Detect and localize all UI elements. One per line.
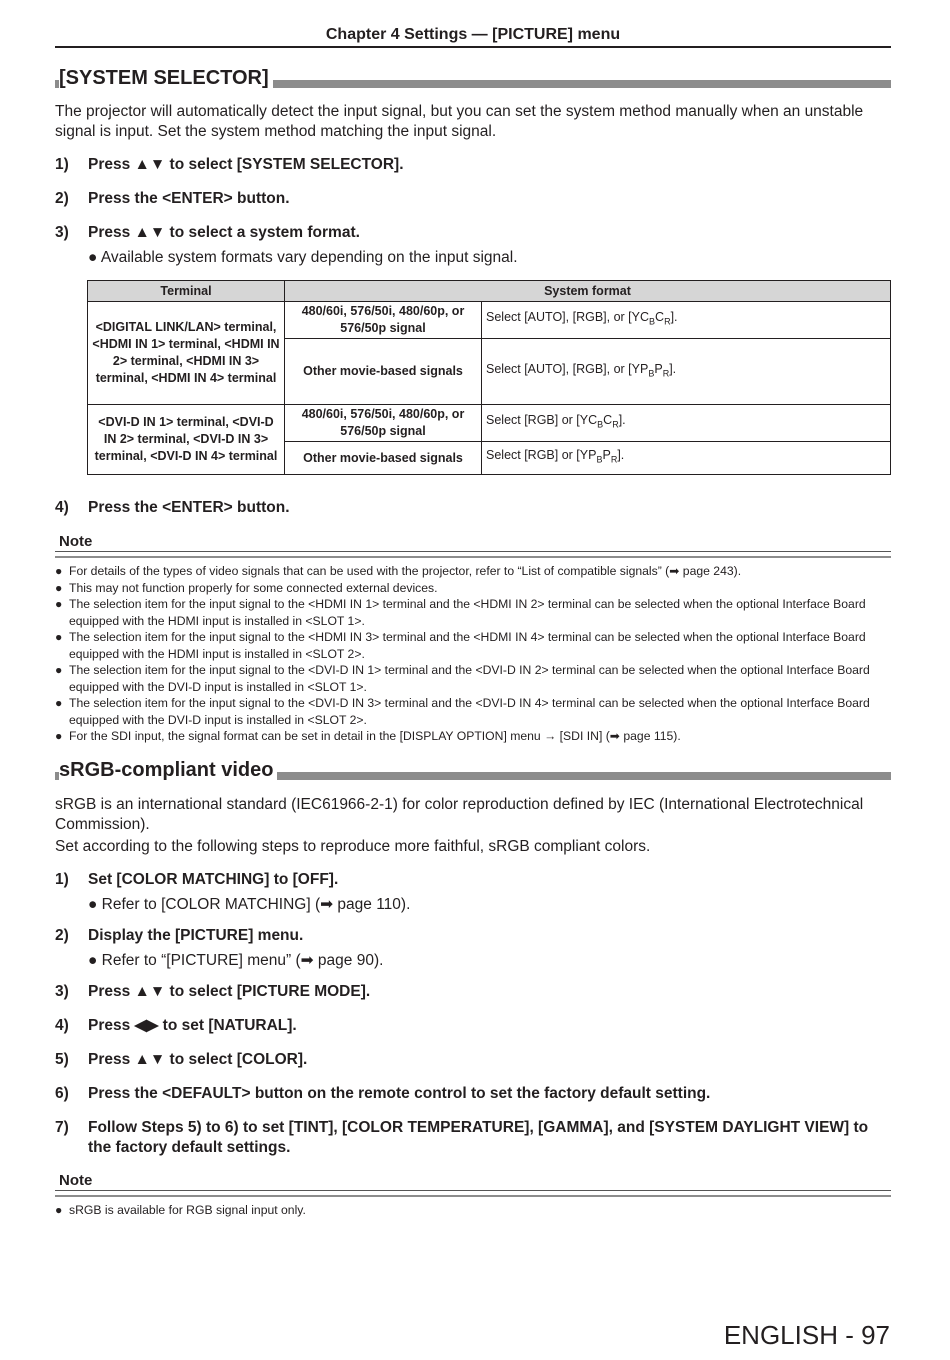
srgb-note-list [55, 1202, 891, 1219]
note-item [55, 695, 891, 728]
note-text: This may not function properly for some connected external devices. [69, 580, 438, 595]
bullet-icon: ● [55, 663, 63, 677]
table-header-row [88, 281, 891, 302]
table-row [88, 302, 891, 339]
srgb-step-1-sub: ● Refer to [COLOR MATCHING] (➡ page 110). [88, 896, 411, 913]
step-3-sub: ● Available system formats vary depending on the input signal. [88, 249, 518, 266]
bullet-icon: ● [55, 597, 63, 611]
note-item [55, 563, 891, 580]
note-item [55, 629, 891, 662]
bullet-icon: ● [55, 564, 63, 578]
note-text: The selection item for the input signal to the <DVI-D IN 1> terminal and the <DVI-D IN 2> terminal can be selected when the optional Interface Board equipped with the DVI-D input is installed in <SLOT 1>. [69, 663, 870, 694]
section-title-srgb: sRGB-compliant video [55, 752, 891, 782]
note-text: For details of the types of video signals that can be used with the projector, refer to “List of compatible signals” (➡ page 243). [69, 564, 742, 578]
note-list [55, 563, 891, 745]
table-cell-signal: Other movie-based signals [285, 442, 482, 475]
note-item [55, 580, 891, 597]
table-cell-signal: Other movie-based signals [285, 339, 482, 405]
table-cell-format: Select [AUTO], [RGB], or $[YC_BC_R]$. [482, 302, 891, 339]
note-text: For the SDI input, the signal format can be set in detail in the [DISPLAY OPTION] menu → [SDI IN] (➡ page 115). [69, 729, 681, 743]
note-item [55, 596, 891, 629]
system-format-table [87, 280, 891, 475]
note-text: The selection item for the input signal to the <HDMI IN 3> terminal and the <HDMI IN 4> terminal can be selected when the optional Interface Board equipped with the HDMI input is installed in <SLOT 2>. [69, 630, 866, 661]
table-cell-format: Select [RGB] or $[YC_BC_R]$. [482, 405, 891, 442]
page-number: ENGLISH - 97 [723, 1320, 890, 1350]
note-item [55, 728, 891, 745]
note-heading: Note [59, 533, 93, 550]
chapter-header: Chapter 4 Settings — [PICTURE] menu [325, 26, 621, 43]
bullet-icon: ● [55, 696, 63, 710]
table-cell-terminal-group1: <DIGITAL LINK/LAN> terminal, <HDMI IN 1> terminal, <HDMI IN 2> terminal, <HDMI IN 3> terminal, <HDMI IN 4> terminal [88, 302, 285, 405]
note-text: sRGB is available for RGB signal input only. [69, 1203, 306, 1217]
note-item [55, 1202, 891, 1219]
table-cell-signal: 480/60i, 576/50i, 480/60p, or 576/50p signal [285, 405, 482, 442]
srgb-step-2-sub: ● Refer to “[PICTURE] menu” (➡ page 90). [88, 952, 384, 969]
header-rule [55, 46, 891, 48]
srgb-intro-1: sRGB is an international standard (IEC61966-2-1) for color reproduction defined by IEC (International Electrotechnical Commission). [55, 796, 864, 833]
bullet-icon: ● [55, 729, 63, 743]
bullet-icon: ● [55, 630, 63, 644]
note-item [55, 662, 891, 695]
bullet-icon: ● [55, 580, 63, 595]
table-cell-signal: 480/60i, 576/50i, 480/60p, or 576/50p signal [285, 302, 482, 339]
srgb-intro-2: Set according to the following steps to reproduce more faithful, sRGB compliant colors. [55, 838, 651, 855]
table-row [88, 405, 891, 442]
table-cell-format: Select [RGB] or $[YP_BP_R]$. [482, 442, 891, 475]
note-text: The selection item for the input signal to the <DVI-D IN 3> terminal and the <DVI-D IN 4> terminal can be selected when the optional Interface Board equipped with the DVI-D input is installed in <SLOT 2>. [69, 696, 870, 727]
table-head-terminal: Terminal [88, 281, 285, 302]
table-cell-terminal-group2: <DVI-D IN 1> terminal, <DVI-D IN 2> terminal, <DVI-D IN 3> terminal, <DVI-D IN 4> terminal [88, 405, 285, 475]
srgb-note-rule [55, 1190, 891, 1197]
section-title-system-selector: [SYSTEM SELECTOR] [55, 60, 891, 90]
bullet-icon: ● [55, 1203, 63, 1217]
note-text: The selection item for the input signal to the <HDMI IN 1> terminal and the <HDMI IN 2> terminal can be selected when the optional Interface Board equipped with the HDMI input is installed in <SLOT 1>. [69, 597, 866, 628]
table-cell-format: Select [AUTO], [RGB], or $[YP_BP_R]$. [482, 339, 891, 405]
srgb-note-heading: Note [59, 1172, 93, 1189]
intro-paragraph: The projector will automatically detect the input signal, but you can set the system method manually when an unstable signal is input. Set the system method matching the input signal. [55, 103, 864, 140]
note-rule [55, 551, 891, 558]
table-head-format: System format [285, 281, 891, 302]
